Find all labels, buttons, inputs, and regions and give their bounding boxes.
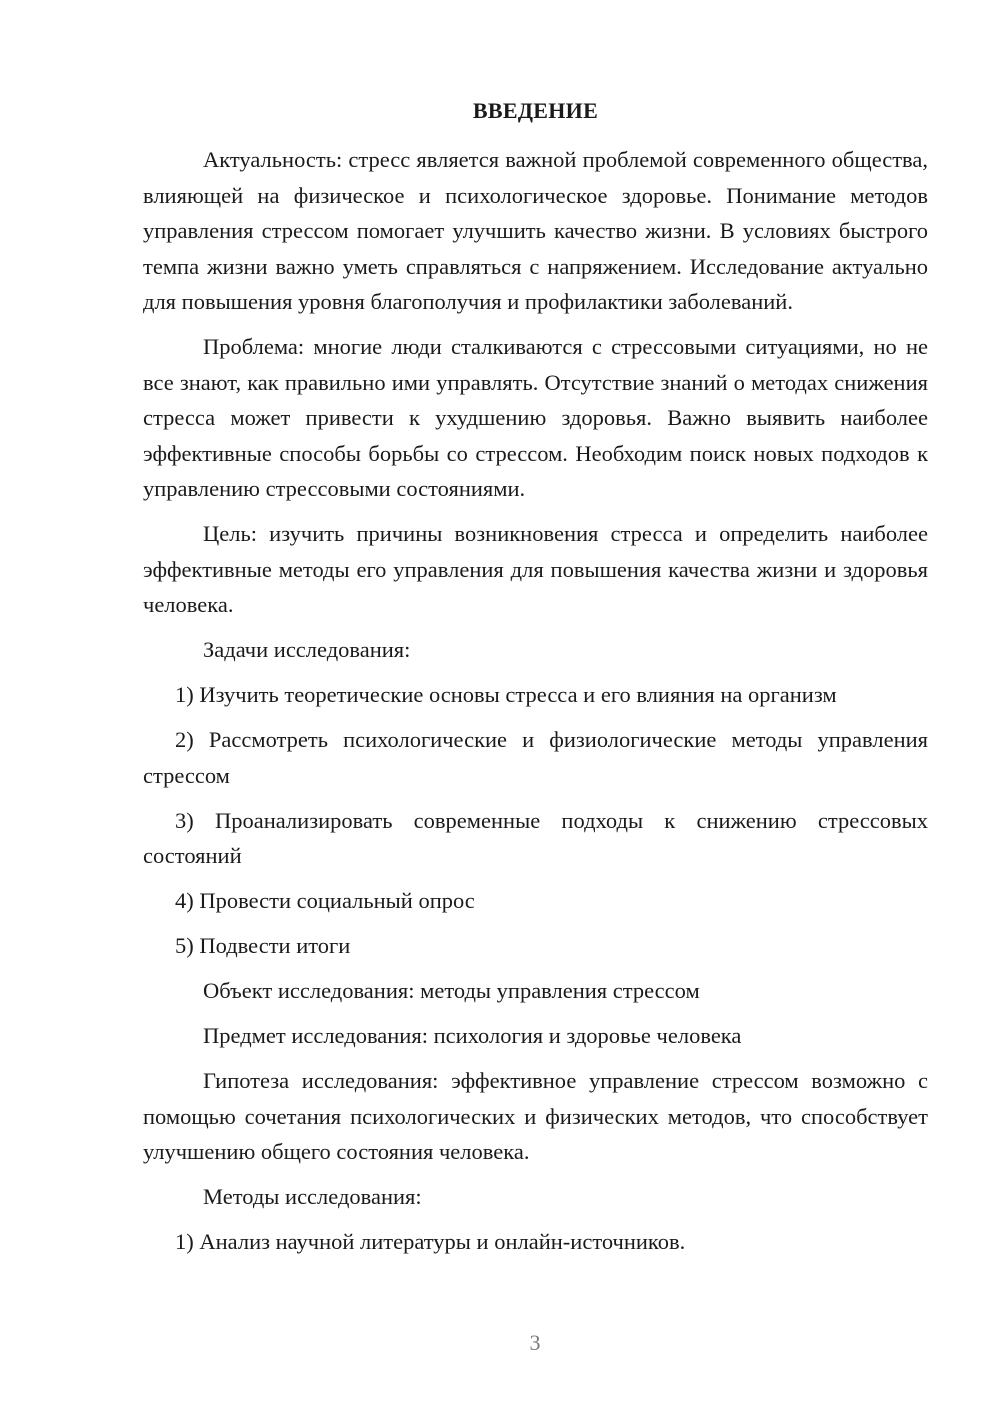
- goal-paragraph: Цель: изучить причины возникновения стресса и определить наиболее эффективные методы его управления для повышения качества жизни и здоровья человека.: [143, 521, 928, 617]
- tasks-heading: Задачи исследования:: [203, 637, 411, 662]
- task-item: 5) Подвести итоги: [175, 933, 351, 958]
- research-object: Объект исследования: методы управления стрессом: [203, 978, 700, 1003]
- document-body: [143, 142, 928, 1269]
- methods-heading: Методы исследования:: [203, 1184, 422, 1209]
- method-item: 1) Анализ научной литературы и онлайн-источников.: [175, 1229, 686, 1254]
- relevance-paragraph: Актуальность: стресс является важной проблемой современного общества, влияющей на физическое и психологическое здоровье. Понимание методов управления стрессом помогает улучшить качество жизни. В условиях быстрого темпа жизни важно уметь справляться с напряжением. Исследование актуально для повышения уровня благополучия и профилактики заболеваний.: [143, 147, 928, 314]
- research-subject: Предмет исследования: психология и здоровье человека: [203, 1023, 742, 1048]
- task-item: 3) Проанализировать современные подходы к снижению стрессовых состояний: [143, 807, 928, 868]
- task-item: 2) Рассмотреть психологические и физиологические методы управления стрессом: [143, 727, 928, 788]
- page-number: 3: [529, 1330, 541, 1355]
- research-hypothesis: Гипотеза исследования: эффективное управление стрессом возможно с помощью сочетания психологических и физических методов, что способствует улучшению общего состояния человека.: [143, 1068, 928, 1164]
- task-item: 1) Изучить теоретические основы стресса и его влияния на организм: [175, 682, 837, 707]
- page-title: ВВЕДЕНИЕ: [472, 98, 599, 123]
- problem-paragraph: Проблема: многие люди сталкиваются с стрессовыми ситуациями, но не все знают, как правильно ими управлять. Отсутствие знаний о методах снижения стресса может привести к ухудшению здоровья. Важно выявить наиболее эффективные способы борьбы со стрессом. Необходим поиск новых подходов к управлению стрессовыми состояниями.: [143, 334, 928, 501]
- task-item: 4) Провести социальный опрос: [175, 888, 475, 913]
